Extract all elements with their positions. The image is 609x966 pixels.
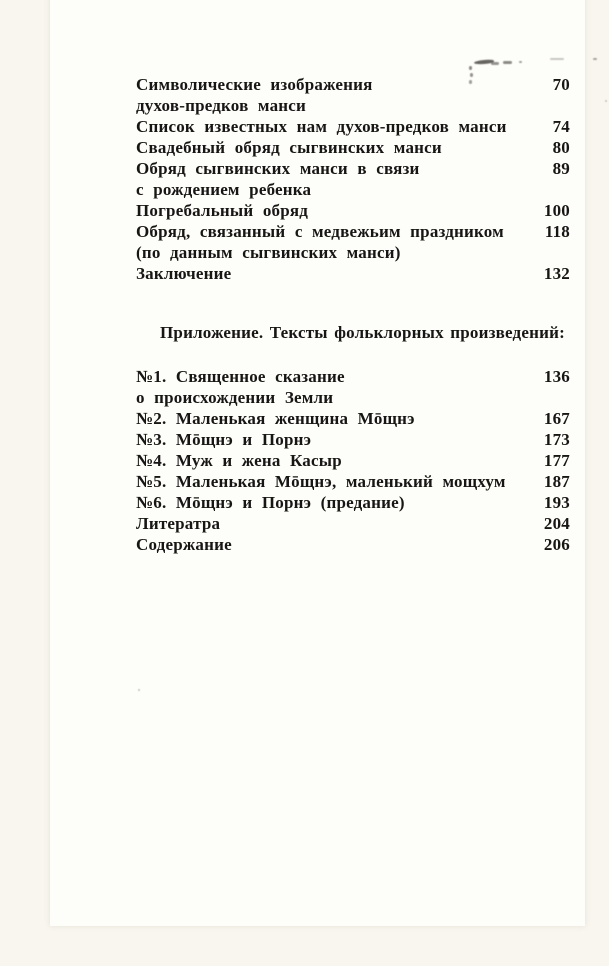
entry-page-number: 100 xyxy=(543,201,570,220)
appendix-heading: Приложение. Тексты фольклорных произведений: xyxy=(160,323,565,342)
toc-entry-line xyxy=(136,450,570,471)
ink-smudge xyxy=(593,58,597,60)
entry-page-number: 74 xyxy=(552,117,570,136)
entry-page-number: 89 xyxy=(552,159,570,178)
entry-title: №1. Священное сказание xyxy=(136,367,345,386)
ink-smudge xyxy=(503,61,512,64)
toc-entry-line xyxy=(136,116,570,137)
book-page xyxy=(50,0,585,926)
ink-smudge xyxy=(605,100,607,102)
toc-entry-line xyxy=(136,200,570,221)
entry-page-number: 70 xyxy=(552,75,570,94)
entry-page-number: 187 xyxy=(543,472,570,491)
entry-page-number: 118 xyxy=(544,222,570,241)
ink-smudge xyxy=(519,61,522,63)
ink-smudge xyxy=(550,58,564,60)
toc-entry-line xyxy=(136,137,570,158)
entry-title: Список известных нам духов-предков манси xyxy=(136,117,507,136)
toc-entry-line xyxy=(136,242,570,263)
ink-smudge xyxy=(138,689,140,691)
entry-page-number: 173 xyxy=(543,430,570,449)
entry-title: о происхождении Земли xyxy=(136,388,334,407)
toc-entry-line xyxy=(136,221,570,242)
toc-entry-line xyxy=(136,513,570,534)
entry-title: №4. Муж и жена Касыр xyxy=(136,451,342,470)
entry-page-number: 193 xyxy=(543,493,570,512)
toc-entry-line xyxy=(136,429,570,450)
entry-title: Символические изображения xyxy=(136,75,373,94)
entry-title: №3. Мōщнэ и Порнэ xyxy=(136,430,312,449)
entry-title: Заключение xyxy=(136,264,232,283)
entry-page-number: 204 xyxy=(543,514,570,533)
entry-title: №2. Маленькая женщина Мōщнэ xyxy=(136,409,415,428)
toc-entry-line xyxy=(136,492,570,513)
table-of-contents xyxy=(136,74,570,555)
toc-entry-line xyxy=(136,366,570,387)
entry-page-number: 132 xyxy=(543,264,570,283)
toc-appendix-section xyxy=(136,366,570,555)
entry-title: Обряд, связанный с медвежьим праздником xyxy=(136,222,504,241)
toc-main-section xyxy=(136,74,570,284)
toc-entry-line xyxy=(136,158,570,179)
entry-page-number: 80 xyxy=(552,138,570,157)
toc-entry-line xyxy=(136,408,570,429)
ink-smudge xyxy=(491,62,499,65)
entry-title: Погребальный обряд xyxy=(136,201,309,220)
toc-entry-line xyxy=(136,179,570,200)
entry-title: с рождением ребенка xyxy=(136,180,312,199)
entry-title: духов-предков манси xyxy=(136,96,307,115)
ink-smudge xyxy=(469,66,472,70)
entry-title: №5. Маленькая Мōщнэ, маленький мощхум xyxy=(136,472,506,491)
toc-entry-line xyxy=(136,471,570,492)
entry-title: (по данным сыгвинских манси) xyxy=(136,243,401,262)
entry-title: Обряд сыгвинских манси в связи xyxy=(136,159,420,178)
toc-entry-line xyxy=(136,387,570,408)
toc-entry-line xyxy=(136,534,570,555)
entry-title: Содержание xyxy=(136,535,232,554)
entry-title: Свадебный обряд сыгвинских манси xyxy=(136,138,442,157)
entry-title: №6. Мōщнэ и Порнэ (предание) xyxy=(136,493,405,512)
toc-entry-line xyxy=(136,95,570,116)
entry-title: Литератра xyxy=(136,514,221,533)
entry-page-number: 177 xyxy=(543,451,570,470)
entry-page-number: 136 xyxy=(543,367,570,386)
entry-page-number: 167 xyxy=(543,409,570,428)
entry-page-number: 206 xyxy=(543,535,570,554)
toc-entry-line xyxy=(136,263,570,284)
toc-entry-line xyxy=(136,74,570,95)
